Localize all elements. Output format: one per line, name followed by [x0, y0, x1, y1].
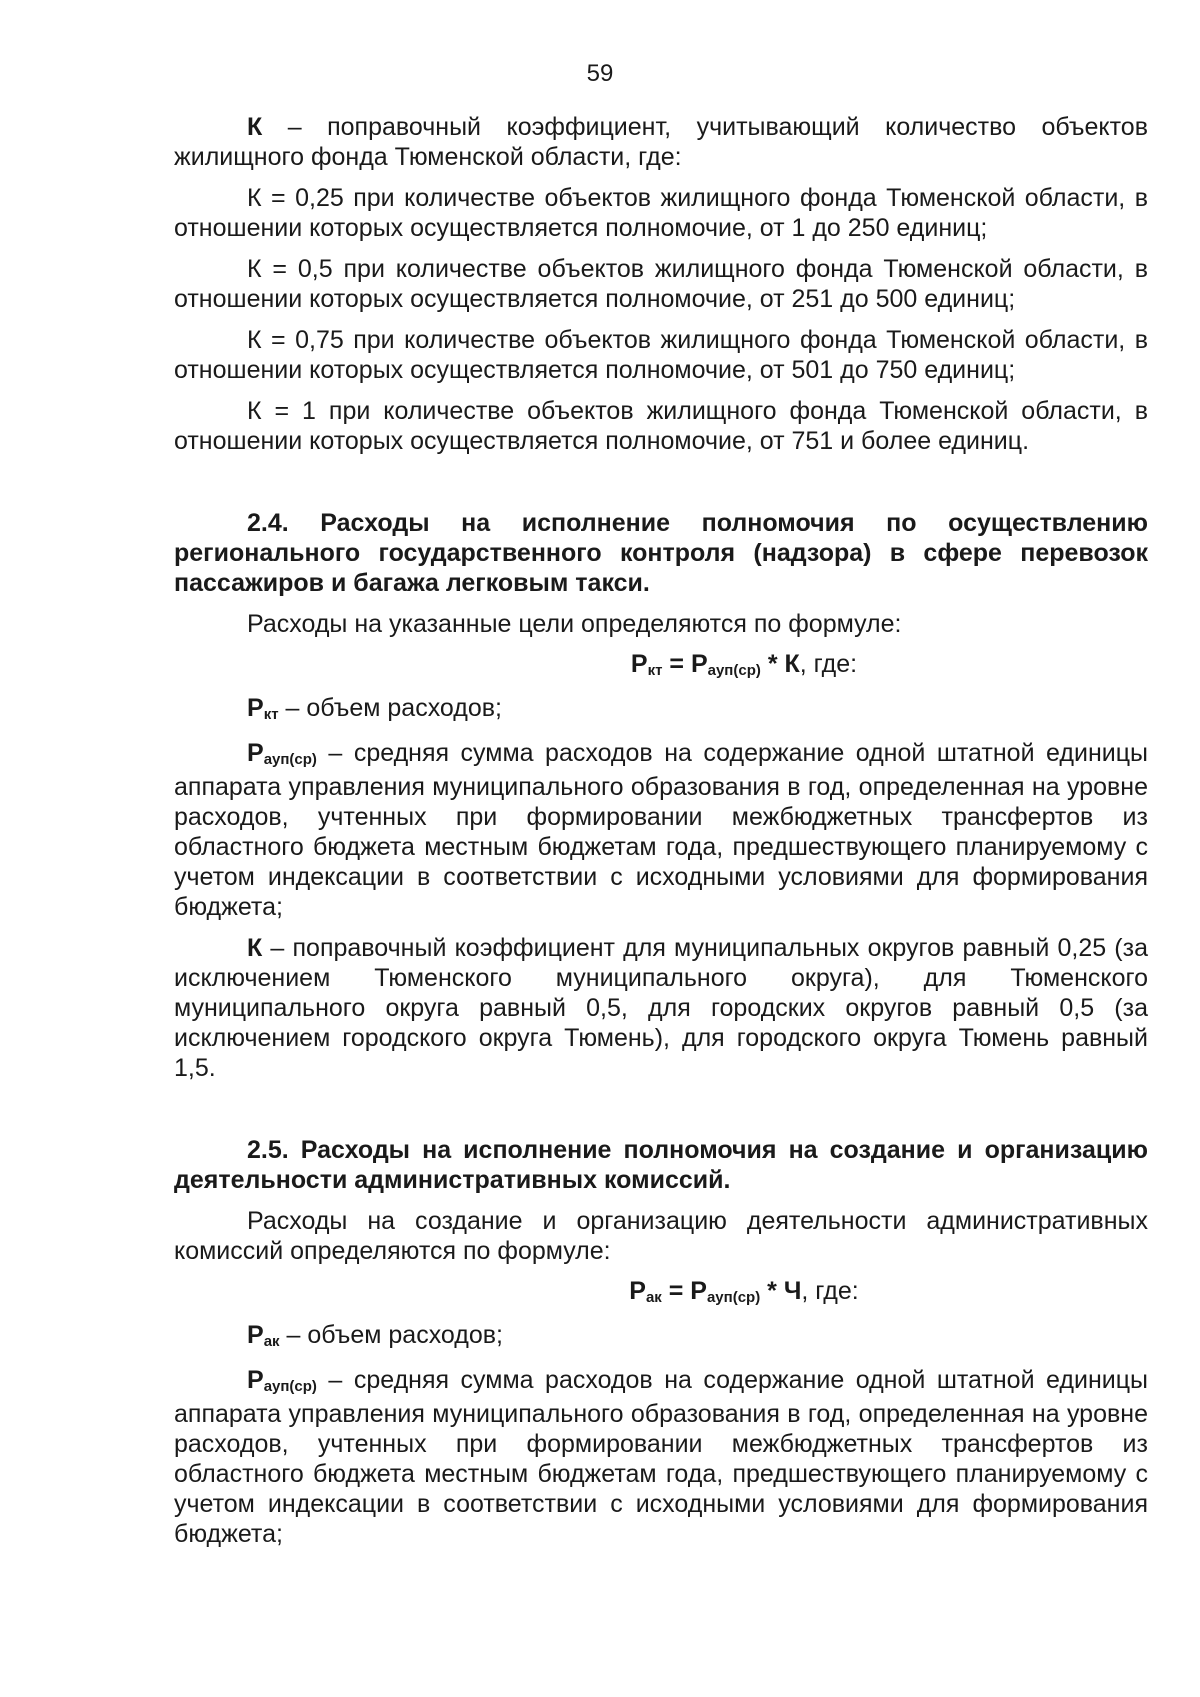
k-value-2: К = 0,5 при количестве объектов жилищного фонда Тюменской области, в отношении которых осуществляется полномочие, от 251 до 500 единиц;	[174, 255, 1148, 313]
formula-operator: * Ч	[760, 1277, 802, 1305]
formula-equals: = Р	[662, 650, 708, 678]
section-2-4-heading: 2.4. Расходы на исполнение полномочия по осуществлению регионального государственного контроля (надзора) в сфере перевозок пассажиров и багажа легковым такси.	[174, 509, 1148, 597]
section-2-4-def-volume	[174, 693, 1148, 727]
formula-lhs: Р	[629, 1277, 646, 1305]
section-2-5-formula	[174, 1276, 1148, 1310]
formula-equals: = Р	[661, 1277, 707, 1305]
definition-text: – средняя сумма расходов на содержание одной штатной единицы аппарата управления муниципального образования в год, определенная на уровне расходов, учтенных при формировании межбюджетных трансфертов из областного бюджета местным бюджетам года, предшествующего планируемому с учетом индексации в соответствии с исходными условиями для формирования бюджета;	[174, 739, 1148, 921]
page-number: 59	[586, 60, 614, 87]
formula-tail: , где:	[799, 650, 858, 678]
k-definition-text: – поправочный коэффициент, учитывающий количество объектов жилищного фонда Тюменской области, где:	[174, 113, 1148, 171]
section-2-5-def-avg	[174, 1365, 1148, 1549]
k-definition	[174, 112, 1148, 172]
formula-rhs-subscript: ауп(ср)	[706, 1289, 761, 1306]
section-2-5-heading: 2.5. Расходы на исполнение полномочия на создание и организацию деятельности административных комиссий.	[174, 1136, 1148, 1194]
section-2-4-intro: Расходы на указанные цели определяются по формуле:	[247, 610, 902, 638]
section-2-5-def-volume	[174, 1320, 1148, 1354]
k-value-4: К = 1 при количестве объектов жилищного фонда Тюменской области, в отношении которых осуществляется полномочие, от 751 и более единиц.	[174, 397, 1148, 455]
definition-text: – средняя сумма расходов на содержание одной штатной единицы аппарата управления муниципального образования в год, определенная на уровне расходов, учтенных при формировании межбюджетных трансфертов из областного бюджета местным бюджетам года, предшествующего планируемому с учетом индексации в соответствии с исходными условиями для формирования бюджета;	[174, 1366, 1148, 1548]
symbol: Р	[247, 694, 264, 722]
symbol-subscript: кт	[263, 706, 279, 723]
section-2-4-def-avg	[174, 738, 1148, 922]
k-value-3: К = 0,75 при количестве объектов жилищного фонда Тюменской области, в отношении которых осуществляется полномочие, от 501 до 750 единиц;	[174, 326, 1148, 384]
section-2-4-formula	[174, 649, 1148, 683]
definition-text: – объем расходов;	[278, 694, 502, 722]
definition-text: – поправочный коэффициент для муниципальных округов равный 0,25 (за исключением Тюменского муниципального округа), для Тюменского муниципального округа равный 0,5, для городских округов равный 0,5 (за исключением городского округа Тюмень), для городского округа Тюмень равный 1,5.	[174, 934, 1148, 1082]
symbol: Р	[247, 739, 264, 767]
definition-text: – объем расходов;	[279, 1321, 503, 1349]
symbol-subscript: ауп(ср)	[263, 1378, 317, 1395]
formula-tail: , где:	[801, 1277, 859, 1305]
symbol: К	[247, 934, 263, 962]
symbol-subscript: ак	[263, 1333, 280, 1350]
k-symbol: К	[247, 113, 263, 141]
formula-rhs-subscript: ауп(ср)	[707, 662, 761, 679]
formula-operator: * К	[760, 650, 800, 678]
section-2-4-def-k	[174, 933, 1148, 1083]
formula-lhs-subscript: ак	[645, 1289, 662, 1306]
formula-lhs-subscript: кт	[647, 662, 663, 679]
section-2-5-intro: Расходы на создание и организацию деятельности административных комиссий определяются по формуле:	[174, 1207, 1148, 1265]
k-value-1: К = 0,25 при количестве объектов жилищного фонда Тюменской области, в отношении которых осуществляется полномочие, от 1 до 250 единиц;	[174, 184, 1148, 242]
symbol: Р	[247, 1321, 264, 1349]
document-body	[174, 112, 1148, 1549]
symbol-subscript: ауп(ср)	[263, 751, 317, 768]
symbol: Р	[247, 1366, 264, 1394]
formula-lhs: Р	[630, 650, 648, 678]
